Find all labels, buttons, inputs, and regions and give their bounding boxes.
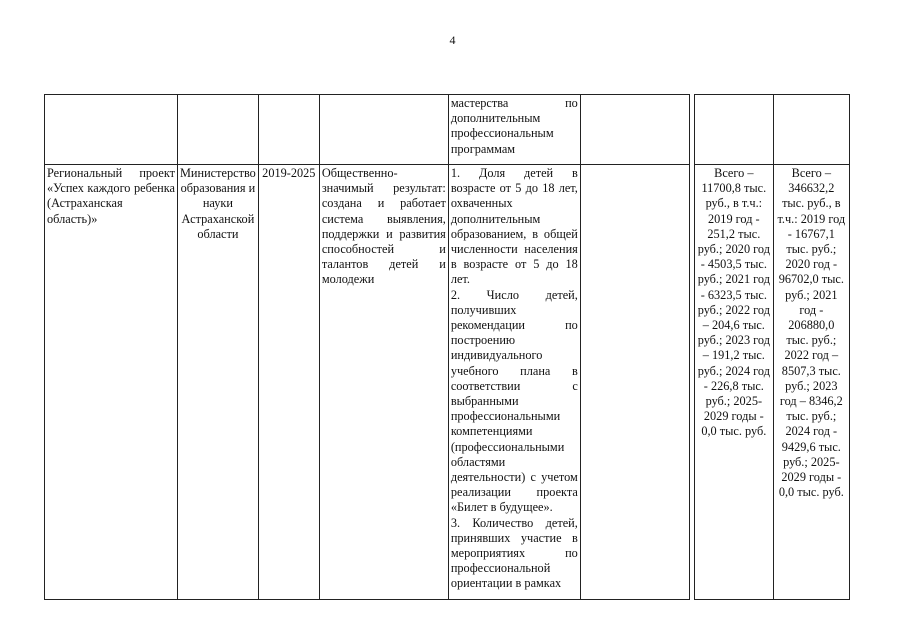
funding-cell-2: Всего – 346632,2 тыс. руб., в т.ч.: 2019 год - 16767,1 тыс. руб.; 2020 год - 96702,0 тыс. руб.; 2021 год - 206880,0 тыс. руб.; 2022 год – 8507,3 тыс. руб.; 2023 год – 8346,2 тыс. руб.; 2024 год - 9429,6 тыс. руб.; 2025-2029 годы - 0,0 тыс. руб. (773, 165, 849, 600)
cell-empty (45, 95, 178, 165)
indicator-3: 3. Количество детей, принявших участие в мероприятиях по профессиональной ориентации в рамках (450, 515, 578, 591)
cell-empty (773, 95, 849, 165)
result-cell: Общественно-значимый результат: создана и работает система выявления, поддержки и развития способностей и талантов детей и молодежи (319, 165, 448, 600)
period-cell: 2019-2025 (258, 165, 319, 600)
indicator-1: 1. Доля детей в возрасте от 5 до 18 лет, охваченных дополнительным образованием, в общей численности населения в возрасте от 5 до 18 лет. (450, 166, 578, 287)
indicator-2: 2. Число детей, получивших рекомендации по построению индивидуального учебного плана в соответствии с выбранными профессиональными компетенциями (профессиональными областями деятельности) с учетом реализации проекта «Билет в будущее». (450, 287, 578, 515)
project-name-cell: Региональный проект «Успех каждого ребенка (Астраханская область)» (45, 165, 178, 600)
indicator-continuation: мастерства по дополнительным профессиональным программам (448, 95, 580, 165)
cell-empty (178, 95, 259, 165)
ministry-cell: Министерство образования и науки Астраханской области (178, 165, 259, 600)
indicators-cell (448, 165, 580, 600)
cell-empty (319, 95, 448, 165)
cell-empty (580, 165, 689, 600)
page-number: 4 (449, 33, 456, 47)
cell-empty (580, 95, 689, 165)
table-row-continuation (45, 95, 850, 165)
cell-empty (258, 95, 319, 165)
program-table (44, 94, 850, 600)
table-row-project (45, 165, 850, 600)
funding-cell-1: Всего – 11700,8 тыс. руб., в т.ч.: 2019 год - 251,2 тыс. руб.; 2020 год - 4503,5 тыс. руб.; 2021 год - 6323,5 тыс. руб.; 2022 год – 204,6 тыс. руб.; 2023 год – 191,2 тыс. руб.; 2024 год - 226,8 тыс. руб.; 2025-2029 годы - 0,0 тыс. руб. (694, 165, 773, 600)
cell-empty (694, 95, 773, 165)
